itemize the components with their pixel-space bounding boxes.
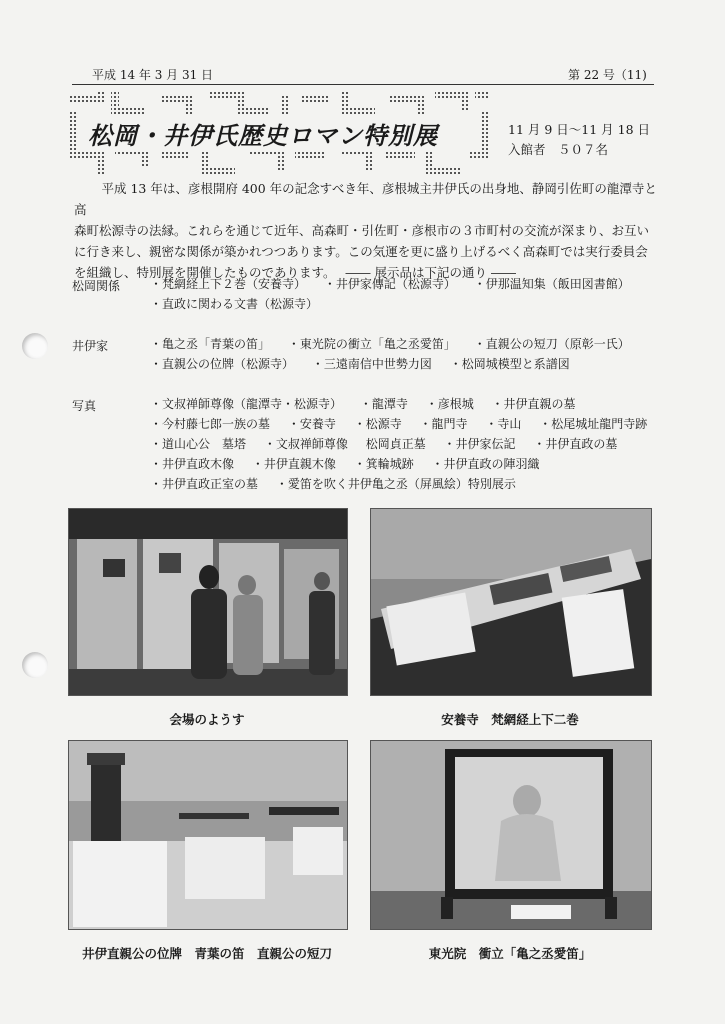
exhibit-item: ・井伊家傳記（松源寺）	[323, 277, 456, 291]
exhibit-item: ・井伊家伝記	[443, 437, 516, 451]
exhibit-note: ―― 展示品は下記の通り ――	[345, 265, 516, 280]
exhibit-item: ・伊那温知集（飯田図書館）	[473, 277, 630, 291]
exhibit-item: ・三遠南信中世勢力図	[311, 357, 432, 371]
exhibit-item: ・井伊直政の墓	[533, 437, 618, 451]
exhibit-item: ・梵網経上下２巻（安養寺）	[150, 277, 307, 291]
intro-line: に行き来し、親密な関係が築かれつつあります。この気運を更に盛り上げるべく高森町では実行委員会	[74, 244, 648, 259]
exhibit-item: ・龍門寺	[419, 417, 468, 431]
exhibit-row	[150, 354, 660, 374]
exhibit-row	[150, 394, 660, 414]
exhibit-row	[150, 334, 660, 354]
header-date: 平成 14 年 3 月 31 日	[92, 68, 214, 82]
exhibit-row	[150, 474, 660, 494]
category-label: 松岡関係	[72, 279, 121, 293]
intro-line: 森町松源寺の法縁。これらを通じて近年、高森町・引佐町・彦根市の３市町村の交流が深まり、お互い	[74, 223, 650, 238]
exhibit-item: ・松源寺	[353, 417, 402, 431]
exhibit-item: ・愛笛を吹く井伊亀之丞（屏風絵）特別展示	[275, 477, 516, 491]
exhibit-item: ・松尾城址龍門寺跡	[539, 417, 648, 431]
exhibit-item: ・直親公の位牌（松源寺）	[150, 357, 295, 371]
photo-memorial-tablet	[68, 740, 348, 930]
photo-caption: 東光院 衝立「亀之丞愛笛」	[428, 946, 592, 961]
exhibit-item: ・松岡城模型と系譜図	[449, 357, 570, 371]
binder-hole	[22, 652, 48, 678]
exhibit-item: ・箕輪城跡	[353, 457, 414, 471]
intro-paragraph	[74, 178, 658, 283]
exhibit-item: ・井伊直親の墓	[491, 397, 576, 411]
exhibit-item: 松岡貞正墓	[365, 437, 426, 451]
exhibit-item: ・寺山	[485, 417, 522, 431]
header-divider	[72, 84, 654, 85]
exhibit-row	[150, 454, 660, 474]
exhibit-item: ・文叔禅師尊像（龍潭寺・松源寺）	[150, 397, 343, 411]
exhibit-item: ・今村藤七郎一族の墓	[150, 417, 271, 431]
photo-caption: 安養寺 梵網経上下二巻	[441, 712, 579, 727]
exhibit-row	[150, 294, 660, 314]
exhibit-list	[150, 334, 660, 374]
photo-tokoin-screen	[370, 740, 652, 930]
event-info	[508, 120, 650, 160]
photo-caption: 井伊直親公の位牌 青葉の笛 直親公の短刀	[81, 946, 332, 961]
intro-line: を組織し、特別展を開催したものであります。 ―― 展示品は下記の通り ――	[74, 265, 516, 280]
photo-anyoji-sutras	[370, 508, 652, 696]
event-visitors: 入館者 ５０７名	[508, 142, 609, 157]
category-label: 井伊家	[72, 339, 109, 353]
exhibit-list	[150, 394, 660, 494]
exhibit-item: ・龍潭寺	[359, 397, 408, 411]
title-banner	[70, 92, 490, 174]
exhibit-item: ・彦根城	[425, 397, 474, 411]
photo-caption: 会場のようす	[169, 712, 245, 727]
exhibit-list	[150, 274, 660, 314]
exhibition-title: 松岡・井伊氏歴史ロマン特別展	[84, 116, 442, 151]
header-issue: 第 22 号（11)	[568, 68, 647, 82]
binder-hole	[22, 333, 48, 359]
photo-exhibition-hall	[68, 508, 348, 696]
exhibit-row	[150, 434, 660, 454]
exhibit-item: ・直政に関わる文書（松源寺）	[150, 297, 319, 311]
intro-line: 平成 13 年は、彦根開府 400 年の記念すべき年、彦根城主井伊氏の出身地、静岡引佐町の龍潭寺と高	[74, 181, 657, 217]
exhibit-item: ・亀之丞「青葉の笛」	[150, 337, 271, 351]
exhibit-item: ・直親公の短刀（原彰一氏）	[473, 337, 630, 351]
exhibit-item: ・安養寺	[287, 417, 336, 431]
exhibit-item: ・道山心公 墓塔	[150, 437, 247, 451]
exhibit-item: ・井伊直親木像	[251, 457, 336, 471]
exhibit-item: ・井伊直政木像	[150, 457, 235, 471]
category-label: 写真	[72, 399, 97, 413]
event-period: 11 月 9 日～11 月 18 日	[508, 122, 651, 137]
exhibit-item: ・井伊直政の陣羽織	[431, 457, 540, 471]
exhibit-item: ・東光院の衝立「亀之丞愛笛」	[287, 337, 456, 351]
exhibit-row	[150, 274, 660, 294]
exhibit-item: ・文叔禅師尊像	[263, 437, 348, 451]
exhibit-row	[150, 414, 660, 434]
exhibit-item: ・井伊直政正室の墓	[150, 477, 259, 491]
